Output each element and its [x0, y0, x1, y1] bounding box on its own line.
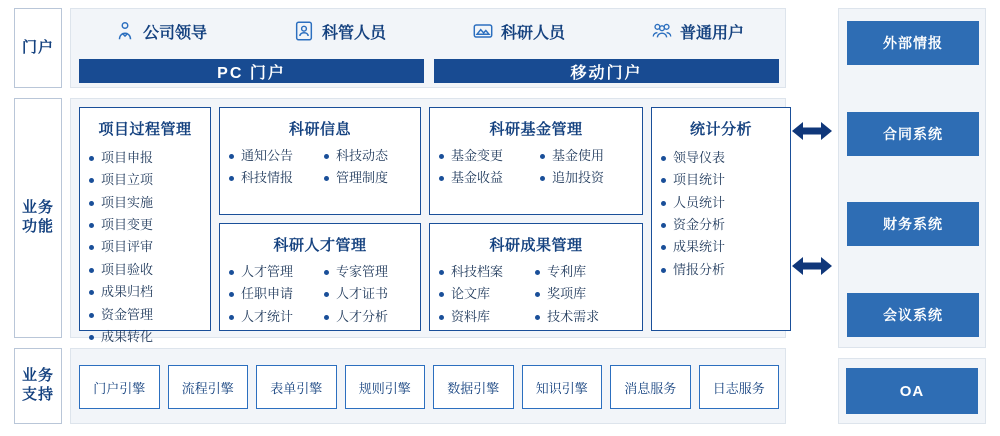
- list-item: 追加投资: [539, 167, 634, 189]
- card-item-list-left: [228, 261, 317, 328]
- list-item: 情报分析: [660, 259, 782, 281]
- list-item: 项目评审: [88, 236, 202, 258]
- card-item-list-right: [323, 145, 412, 190]
- card-title: 科研信息: [288, 121, 351, 138]
- support-section: [70, 348, 786, 424]
- engine-log-service[interactable]: 日志服务: [699, 365, 780, 409]
- oa-system-box[interactable]: OA: [846, 368, 978, 414]
- external-system-meeting[interactable]: 会议系统: [847, 293, 979, 337]
- card-item-list-left: [228, 145, 317, 190]
- section-label-function: 业务功能: [14, 98, 62, 338]
- support-engine-row: [79, 365, 779, 409]
- card-project-process[interactable]: [79, 107, 211, 344]
- card-title: 统计分析: [689, 121, 752, 138]
- list-item: 成果转化: [88, 326, 202, 348]
- list-item: 基金使用: [539, 145, 634, 167]
- list-item: 成果归档: [88, 281, 202, 303]
- external-system-contract[interactable]: 合同系统: [847, 112, 979, 156]
- list-item: 专家管理: [323, 261, 412, 283]
- card-item-columns: [438, 261, 634, 328]
- role-item-user[interactable]: [651, 20, 744, 43]
- external-system-intel[interactable]: 外部情报: [847, 21, 979, 65]
- engine-rule[interactable]: 规则引擎: [345, 365, 426, 409]
- card-fund-management[interactable]: [429, 107, 643, 215]
- list-item: 资金分析: [660, 214, 782, 236]
- role-label: 科管人员: [321, 24, 386, 42]
- card-item-list: [660, 147, 782, 281]
- engine-workflow[interactable]: 流程引擎: [168, 365, 249, 409]
- list-item: 科技情报: [228, 167, 317, 189]
- card-item-list-right: [539, 145, 634, 190]
- engine-portal[interactable]: 门户引擎: [79, 365, 160, 409]
- section-label-support: 业务支持: [14, 348, 62, 424]
- list-item: 基金收益: [438, 167, 533, 189]
- card-item-list-right: [323, 261, 412, 328]
- manager-icon: [293, 20, 315, 42]
- list-item: 项目验收: [88, 259, 202, 281]
- list-item: 科技动态: [323, 145, 412, 167]
- engine-form[interactable]: 表单引擎: [256, 365, 337, 409]
- external-system-finance[interactable]: 财务系统: [847, 202, 979, 246]
- list-item: 技术需求: [534, 306, 634, 328]
- external-systems-section: [838, 8, 986, 348]
- role-row: [71, 9, 787, 53]
- role-item-manager[interactable]: [293, 20, 386, 43]
- list-item: 人才管理: [228, 261, 317, 283]
- list-item: 基金变更: [438, 145, 533, 167]
- list-item: 专利库: [534, 261, 634, 283]
- list-item: 项目申报: [88, 147, 202, 169]
- leader-icon: [114, 20, 136, 42]
- engine-message-service[interactable]: 消息服务: [610, 365, 691, 409]
- list-item: 人才统计: [228, 306, 317, 328]
- list-item: 资金管理: [88, 304, 202, 326]
- list-item: 项目变更: [88, 214, 202, 236]
- card-title: 科研人才管理: [273, 237, 367, 254]
- portal-section: [70, 8, 786, 88]
- card-item-columns: [438, 145, 634, 190]
- double-arrow-icon-top: [792, 118, 832, 144]
- list-item: 人才证书: [323, 283, 412, 305]
- researcher-icon: [472, 20, 494, 42]
- double-arrow-icon-bottom: [792, 253, 832, 279]
- list-item: 科技档案: [438, 261, 528, 283]
- card-item-list-right: [534, 261, 634, 328]
- role-label: 普通用户: [679, 24, 744, 42]
- function-card-grid: [79, 107, 779, 344]
- list-item: 奖项库: [534, 283, 634, 305]
- card-talent-management[interactable]: [219, 223, 421, 331]
- list-item: 管理制度: [323, 167, 412, 189]
- role-item-researcher[interactable]: [472, 20, 565, 43]
- external-systems-list: [847, 21, 979, 337]
- role-label: 公司领导: [142, 24, 207, 42]
- section-label-portal: 门户: [14, 8, 62, 88]
- function-section: [70, 98, 786, 344]
- card-research-info[interactable]: [219, 107, 421, 215]
- card-title: 科研成果管理: [489, 237, 583, 254]
- card-item-list-left: [438, 145, 533, 190]
- list-item: 领导仪表: [660, 147, 782, 169]
- card-item-columns: [228, 261, 412, 328]
- card-title: 项目过程管理: [98, 121, 192, 138]
- list-item: 项目统计: [660, 169, 782, 191]
- portal-bars: [79, 59, 779, 83]
- role-item-leader[interactable]: [114, 20, 207, 43]
- list-item: 项目立项: [88, 169, 202, 191]
- card-title: 科研基金管理: [489, 121, 583, 138]
- card-statistics-analysis[interactable]: [651, 107, 791, 331]
- engine-data[interactable]: 数据引擎: [433, 365, 514, 409]
- card-achievement-management[interactable]: [429, 223, 643, 331]
- role-label: 科研人员: [500, 24, 565, 42]
- list-item: 通知公告: [228, 145, 317, 167]
- list-item: 资料库: [438, 306, 528, 328]
- list-item: 人才分析: [323, 306, 412, 328]
- portal-bar-pc[interactable]: PC 门户: [79, 59, 424, 83]
- list-item: 人员统计: [660, 192, 782, 214]
- list-item: 项目实施: [88, 192, 202, 214]
- user-icon: [651, 20, 673, 42]
- list-item: 任职申请: [228, 283, 317, 305]
- list-item: 成果统计: [660, 236, 782, 258]
- portal-bar-mobile[interactable]: 移动门户: [434, 59, 779, 83]
- card-item-columns: [228, 145, 412, 190]
- card-item-list: [88, 147, 202, 348]
- list-item: 论文库: [438, 283, 528, 305]
- card-item-list-left: [438, 261, 528, 328]
- oa-section: [838, 358, 986, 424]
- engine-knowledge[interactable]: 知识引擎: [522, 365, 603, 409]
